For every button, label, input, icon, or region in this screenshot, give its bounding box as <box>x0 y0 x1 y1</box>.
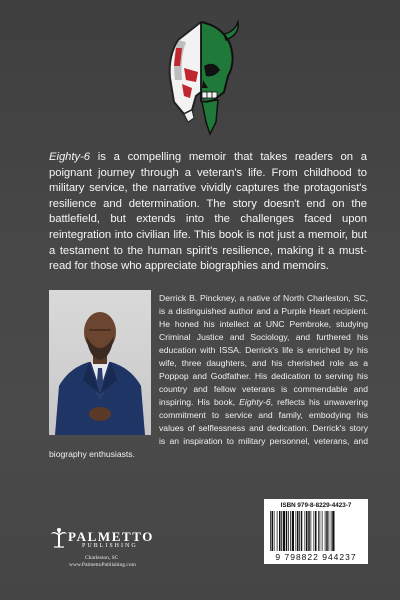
book-description-text: is a compelling memoir that takes readers on a poignant journey through a veteran's life. From childhood to military service, the narrative vividly captures the protagonist's resilience and determination. The story doesn't end on the battlefield, but extends into the challenges faced upon reintegration into civilian life. This book is not just a memoir, but a testament to the human spirit's resilience, making it a must-read for those who appreciate biographies and memoirs. <box>49 151 367 273</box>
bio-book-title: Eighty-6 <box>239 397 271 407</box>
barcode-bar <box>306 511 308 551</box>
skull-helmet-emblem <box>162 18 240 136</box>
barcode-bar <box>331 511 332 551</box>
barcode-bar <box>315 511 317 551</box>
barcode-bar <box>288 511 289 551</box>
photo-spacer <box>49 292 159 437</box>
isbn-number: ISBN 979-8-8229-4423-7 <box>280 502 352 509</box>
barcode-bar <box>292 511 294 551</box>
barcode-bar <box>281 511 282 551</box>
barcode-bar <box>325 511 326 551</box>
isbn-barcode <box>264 499 368 564</box>
barcode-bar <box>283 511 285 551</box>
author-bio-text-end: , reflects his unwavering commitment to service and family, embodying his values of selflessness and dedication. Derrick's story is an inspiration to military personnel, veterans, and biography enthusiasts. <box>49 397 368 459</box>
book-title: Eighty-6 <box>49 151 91 163</box>
palmetto-tree-icon <box>51 528 67 548</box>
barcode-bar <box>305 511 306 551</box>
author-bio-text: Derrick B. Pinckney, a native of North Charleston, SC, is a distinguished author and a Purple Heart recipient. He honed his intellect at UNC Pembroke, studying Criminal Justice and Sociology, and furthered his education with ISSA. Derrick's life is enriched by his wife, three daughters, and his cherished role as a Poppop and Godfather. His dedication to serving his country and fellow veterans is commendable and inspiring. His book, <box>159 293 368 407</box>
author-bio <box>49 292 368 461</box>
barcode-bar <box>297 511 299 551</box>
barcode-bar <box>326 511 328 551</box>
barcode-bar <box>299 511 300 551</box>
publisher-url: www.PalmettoPublishing.com <box>69 562 136 568</box>
barcode-bar <box>314 511 315 551</box>
publisher-city: Charleston, SC <box>85 555 119 561</box>
barcode-bar <box>322 511 323 551</box>
barcode-bar <box>277 511 278 551</box>
publisher-subtitle: PUBLISHING <box>82 543 138 549</box>
barcode-bar <box>290 511 291 551</box>
barcode-bar <box>308 511 310 551</box>
barcode-bar <box>279 511 281 551</box>
barcode-bar <box>296 511 297 551</box>
barcode-bar <box>274 511 275 551</box>
barcode-bar <box>286 511 288 551</box>
barcode-bars <box>270 511 362 551</box>
barcode-bar <box>318 511 319 551</box>
publisher-logo <box>51 528 161 588</box>
barcode-bar <box>272 511 274 551</box>
barcode-bar <box>320 511 321 551</box>
barcode-bar <box>332 511 334 551</box>
barcode-bar <box>329 511 330 551</box>
barcode-bar <box>301 511 303 551</box>
barcode-digits: 9 798822 944237 <box>275 552 357 562</box>
barcode-bar <box>270 511 271 551</box>
barcode-bar <box>311 511 312 551</box>
book-description <box>49 150 367 275</box>
publisher-name: PALMETTO <box>68 529 154 544</box>
